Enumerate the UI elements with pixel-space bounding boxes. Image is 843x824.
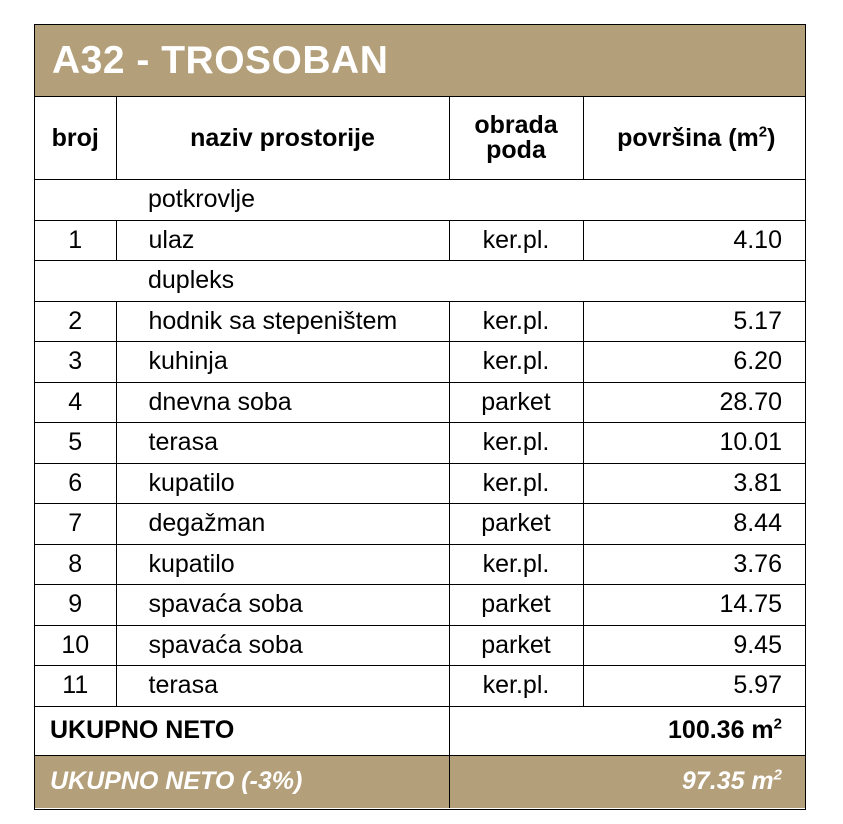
room-area: 8.44 (583, 504, 805, 545)
room-name: terasa (116, 666, 449, 707)
table-row (35, 342, 805, 383)
section-spacer (35, 180, 116, 221)
total-reduced-row (35, 755, 805, 808)
room-floor: ker.pl. (449, 342, 583, 383)
room-floor: parket (449, 382, 583, 423)
room-number: 10 (35, 625, 116, 666)
room-area: 5.97 (583, 666, 805, 707)
table-row (35, 666, 805, 707)
total-sup: 2 (773, 715, 782, 733)
total-label: UKUPNO NETO (35, 706, 449, 755)
room-name: hodnik sa stepeništem (116, 301, 449, 342)
room-number: 11 (35, 666, 116, 707)
room-name: terasa (116, 423, 449, 464)
table-row (35, 423, 805, 464)
header-floor (449, 97, 583, 180)
room-number: 3 (35, 342, 116, 383)
room-name: spavaća soba (116, 585, 449, 626)
section-label: potkrovlje (116, 180, 805, 221)
total-reduced-label: UKUPNO NETO (-3%) (35, 755, 449, 808)
header-area-close: ) (767, 123, 776, 152)
room-floor: ker.pl. (449, 666, 583, 707)
total-reduced-value: 97.35 m (681, 767, 774, 795)
total-reduced-sup: 2 (773, 766, 782, 784)
room-floor: ker.pl. (449, 463, 583, 504)
room-area: 14.75 (583, 585, 805, 626)
room-floor: ker.pl. (449, 301, 583, 342)
room-floor: ker.pl. (449, 423, 583, 464)
total-value: 100.36 m (668, 716, 774, 744)
room-number: 2 (35, 301, 116, 342)
room-area: 6.20 (583, 342, 805, 383)
room-area: 9.45 (583, 625, 805, 666)
room-number: 7 (35, 504, 116, 545)
table-row (35, 463, 805, 504)
header-area-label: površina (m (617, 123, 759, 152)
room-area: 10.01 (583, 423, 805, 464)
total-reduced-value-cell (449, 755, 805, 808)
room-number: 4 (35, 382, 116, 423)
room-area: 3.76 (583, 544, 805, 585)
table-row (35, 301, 805, 342)
rooms-table (35, 97, 805, 808)
section-row (35, 261, 805, 302)
table-header-row (35, 97, 805, 180)
room-area: 3.81 (583, 463, 805, 504)
section-row (35, 180, 805, 221)
header-floor-line1: obrada (474, 111, 558, 139)
header-name: naziv prostorije (116, 97, 449, 180)
title-bar (35, 25, 805, 97)
header-area (583, 97, 805, 180)
table-row (35, 382, 805, 423)
table-row (35, 625, 805, 666)
room-number: 6 (35, 463, 116, 504)
section-spacer (35, 261, 116, 302)
room-number: 1 (35, 220, 116, 261)
header-no: broj (35, 97, 116, 180)
room-name: degažman (116, 504, 449, 545)
room-floor: ker.pl. (449, 220, 583, 261)
room-name: spavaća soba (116, 625, 449, 666)
room-name: ulaz (116, 220, 449, 261)
total-value-cell (449, 706, 805, 755)
total-row (35, 706, 805, 755)
table-row (35, 220, 805, 261)
room-name: kupatilo (116, 544, 449, 585)
room-number: 9 (35, 585, 116, 626)
room-schedule (34, 24, 806, 810)
room-name: kuhinja (116, 342, 449, 383)
section-label: dupleks (116, 261, 805, 302)
room-number: 5 (35, 423, 116, 464)
header-area-sup: 2 (758, 123, 768, 141)
table-row (35, 504, 805, 545)
header-floor-line2: poda (486, 136, 546, 164)
room-floor: parket (449, 585, 583, 626)
room-floor: parket (449, 625, 583, 666)
room-floor: parket (449, 504, 583, 545)
room-area: 5.17 (583, 301, 805, 342)
room-floor: ker.pl. (449, 544, 583, 585)
room-number: 8 (35, 544, 116, 585)
room-area: 4.10 (583, 220, 805, 261)
table-row (35, 544, 805, 585)
room-name: dnevna soba (116, 382, 449, 423)
room-name: kupatilo (116, 463, 449, 504)
page-title: A32 - TROSOBAN (52, 39, 389, 82)
room-area: 28.70 (583, 382, 805, 423)
table-row (35, 585, 805, 626)
